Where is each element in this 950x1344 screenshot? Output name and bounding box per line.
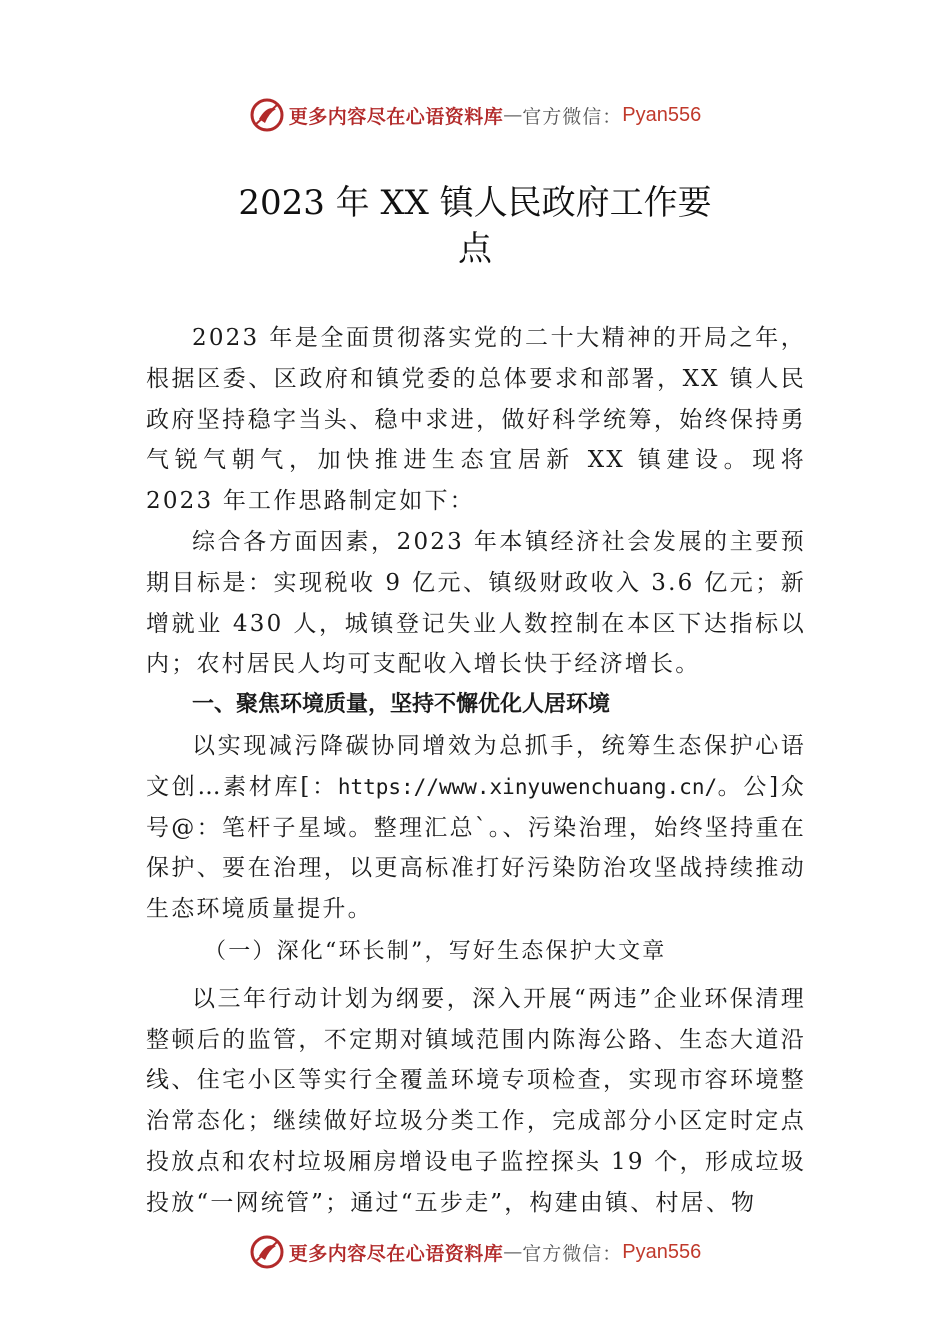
banner-separator: — — [503, 1241, 523, 1263]
footer-banner — [0, 1232, 950, 1272]
title-line-1: 2023 年 XX 镇人民政府工作要 — [238, 183, 712, 223]
subsection-heading-1: （一）深化“环长制”，写好生态保护大文章 — [204, 938, 667, 964]
title-line-2: 点 — [458, 229, 492, 269]
brand-logo-icon — [249, 97, 285, 133]
banner-wechat-label: 官方微信： — [522, 105, 623, 128]
banner-wechat-label: 官方微信： — [522, 1242, 623, 1265]
banner-wechat-handle: Pyan556 — [622, 103, 702, 126]
paragraph-environment-d: 公]众号@：笔杆子星域。整理汇总`。、污染治理，始终坚持重在保护、要在治理，以更高标准打好污染防治攻坚战持续推动生态环境质量提升。 — [146, 773, 807, 923]
paragraph-environment-body: 以三年行动计划为纲要，深入开展“两违”企业环保清理整顿后的监管，不定期对镇域范围内陈海公路、生态大道沿线、住宅小区等实行全覆盖环境专项检查，实现市容环境整治常态化；继续做好垃圾分类工作，完成部分小区定时定点投放点和农村垃圾厢房增设电子监控探头 19 个，形成垃圾投放“一网统管”；通过“五步走”，构建由镇、村居、物 — [146, 985, 806, 1216]
paragraph-intro: 2023 年是全面贯彻落实党的二十大精神的开局之年，根据区委、区政府和镇党委的总体要求和部署，XX 镇人民政府坚持稳字当头、稳中求进，做好科学统筹，始终保持勇气锐气朝气，加快推进生态宜居新 XX 镇建设。现将 2023 年工作思路制定如下： — [146, 325, 806, 515]
watermark-url: https://www.xinyuwenchuang.cn/ — [337, 774, 718, 799]
banner-brand-text: 更多内容尽在心语资料库 — [288, 105, 504, 128]
paragraph-environment — [146, 726, 806, 930]
paragraph-environment-c: 。 — [717, 773, 744, 800]
banner-brand-text: 更多内容尽在心语资料库 — [288, 1242, 504, 1265]
paragraph-environment-b: 语文创…素材库[： — [146, 732, 806, 800]
banner-wechat-handle: Pyan556 — [622, 1240, 702, 1263]
brand-logo-icon — [249, 1234, 285, 1270]
document-title — [200, 180, 750, 272]
paragraph-environment-a: 以实现减污降碳协同增效为总抓手，统筹生态保护心 — [192, 732, 781, 759]
section-heading-1: 一、聚焦环境质量，坚持不懈优化人居环境 — [192, 692, 611, 718]
paragraph-targets: 综合各方面因素，2023 年本镇经济社会发展的主要预期目标是：实现税收 9 亿元、镇级财政收入 3.6 亿元；新增就业 430 人，城镇登记失业人数控制在本区下达指标以内；农村居民人均可支配收入增长快于经济增长。 — [146, 528, 806, 678]
document-body — [146, 318, 806, 1224]
banner-separator: — — [503, 104, 523, 126]
header-banner — [0, 95, 950, 135]
